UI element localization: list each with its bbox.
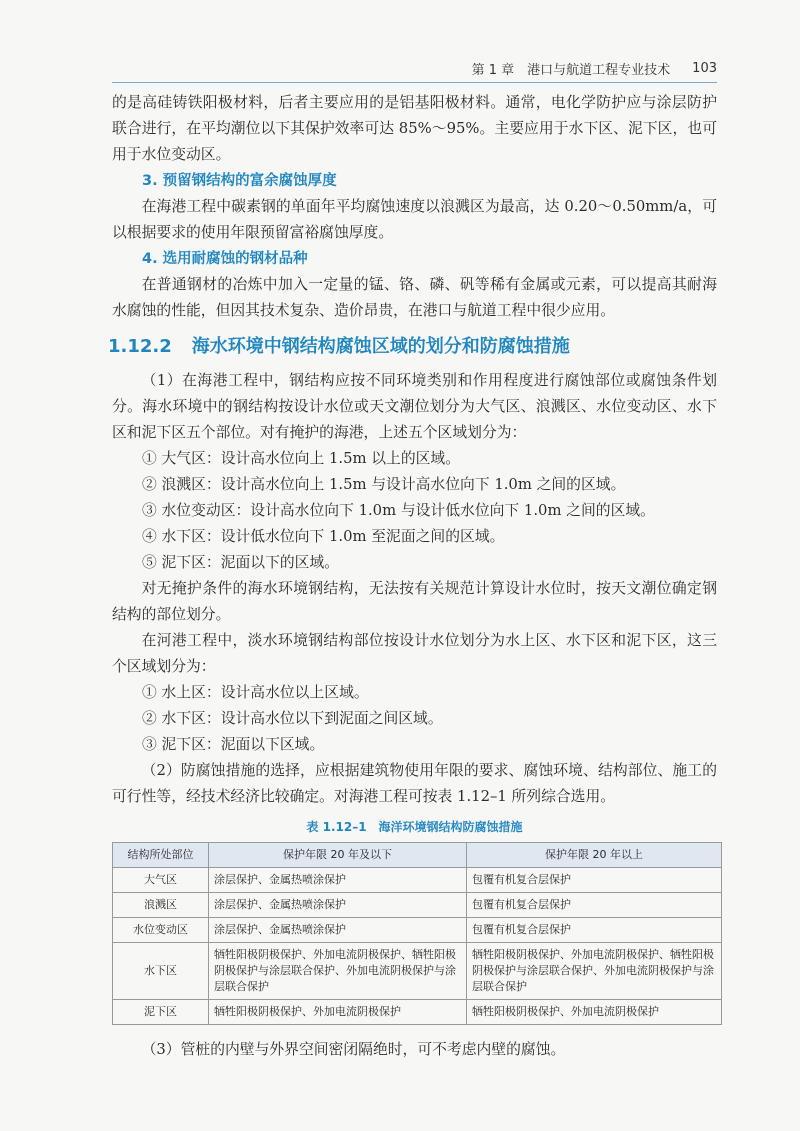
paragraph-continuation: 的是高硅铸铁阳极材料，后者主要应用的是铝基阳极材料。通常，电化学防护应与涂层防护联合进行，在平均潮位以下其保护效率可达 85%～95%。主要应用于水下区、泥下区，也可用于水位变动区。 [112, 94, 717, 163]
list-item: ⑤ 泥下区：泥面以下的区域。 [142, 554, 340, 571]
table-cell: 包覆有机复合层保护 [467, 893, 722, 918]
subheading-3: 3. 预留钢结构的富余腐蚀厚度 [142, 173, 337, 189]
table-cell: 牺牲阳极阴极保护、外加电流阴极保护 [209, 1000, 467, 1025]
table-header-cell: 保护年限 20 年及以下 [209, 843, 467, 868]
paragraph-steel-grade: 在普通钢材的冶炼中加入一定量的锰、铬、磷、矾等稀有金属或元素，可以提高其耐海水腐蚀的性能，但因其技术复杂、造价昂贵，在港口与航道工程中很少应用。 [112, 276, 717, 319]
paragraph-unprotected: 对无掩护条件的海水环境钢结构，无法按有关规范计算设计水位时，按天文潮位确定钢结构的部位划分。 [112, 580, 717, 623]
table-cell: 牺牲阳极阴极保护、外加电流阴极保护 [467, 1000, 722, 1025]
section-heading [108, 332, 733, 362]
table-cell: 包覆有机复合层保护 [467, 918, 722, 943]
list-item: ③ 泥下区：泥面以下区域。 [142, 736, 325, 753]
list-item: ③ 水位变动区：设计高水位向下 1.0m 与设计低水位向下 1.0m 之间的区域。 [142, 502, 655, 519]
list-item: ① 大气区：设计高水位向上 1.5m 以上的区域。 [142, 450, 461, 467]
table-header-cell: 保护年限 20 年以上 [467, 843, 722, 868]
table-row [113, 868, 722, 893]
table-cell: 浪溅区 [113, 893, 209, 918]
table-cell: 水下区 [113, 943, 209, 1000]
table-cell: 涂层保护、金属热喷涂保护 [209, 918, 467, 943]
page-header [112, 55, 717, 82]
paragraph-pile-inner-wall: （3）管桩的内壁与外界空间密闭隔绝时，可不考虑内壁的腐蚀。 [141, 1041, 566, 1058]
table-cell: 涂层保护、金属热喷涂保护 [209, 893, 467, 918]
list-item: ② 水下区：设计高水位以下到泥面之间区域。 [142, 710, 443, 727]
subheading-4: 4. 选用耐腐蚀的钢材品种 [142, 251, 308, 267]
table-cell: 包覆有机复合层保护 [467, 868, 722, 893]
table-cell: 大气区 [113, 868, 209, 893]
table-caption: 表 1.12–1 海洋环境钢结构防腐蚀措施 [306, 820, 523, 834]
paragraph-river-port: 在河港工程中，淡水环境钢结构部位按设计水位划分为水上区、水下区和泥下区，这三个区域划分为： [112, 632, 717, 675]
paragraph-zone-division: （1）在海港工程中，钢结构应按不同环境类别和作用程度进行腐蚀部位或腐蚀条件划分。海水环境中的钢结构按设计水位或天文潮位划分为大气区、浪溅区、水位变动区、水下区和泥下区五个部位。对有掩护的海港，上述五个区域划分为： [112, 372, 717, 441]
page-number: 103 [692, 61, 717, 76]
table-row [113, 1000, 722, 1025]
table-cell: 涂层保护、金属热喷涂保护 [209, 868, 467, 893]
page-content [108, 90, 717, 1063]
section-title: 海水环境中钢结构腐蚀区域的划分和防腐蚀措施 [191, 336, 570, 357]
paragraph-measures: （2）防腐蚀措施的选择，应根据建筑物使用年限的要求、腐蚀环境、结构部位、施工的可行性等，经技术经济比较确定。对海港工程可按表 1.12–1 所列综合选用。 [112, 762, 717, 805]
header-rule [112, 82, 717, 83]
table-cell: 牺牲阳极阴极保护、外加电流阴极保护、牺牲阳极阴极保护与涂层联合保护、外加电流阴极保护与涂层联合保护 [467, 943, 722, 1000]
table-cell: 水位变动区 [113, 918, 209, 943]
section-number: 1.12.2 [108, 336, 172, 357]
table-cell: 牺牲阳极阴极保护、外加电流阴极保护、牺牲阳极阴极保护与涂层联合保护、外加电流阴极保护与涂层联合保护 [209, 943, 467, 1000]
table-header-cell: 结构所处部位 [113, 843, 209, 868]
table-cell: 泥下区 [113, 1000, 209, 1025]
list-item: ④ 水下区：设计低水位向下 1.0m 至泥面之间的区域。 [142, 528, 505, 545]
table-row [113, 943, 722, 1000]
chapter-title: 第 1 章 港口与航道工程专业技术 [471, 63, 671, 78]
list-item: ② 浪溅区：设计高水位向上 1.5m 与设计高水位向下 1.0m 之间的区域。 [142, 476, 626, 493]
table-row [113, 893, 722, 918]
table-row [113, 918, 722, 943]
paragraph-corrosion-thickness: 在海港工程中碳素钢的单面年平均腐蚀速度以浪溅区为最高，达 0.20～0.50mm/a，可以根据要求的使用年限预留富裕腐蚀厚度。 [112, 198, 717, 241]
corrosion-measures-table [112, 842, 722, 1025]
table-header-row [113, 843, 722, 868]
list-item: ① 水上区：设计高水位以上区域。 [142, 684, 369, 701]
